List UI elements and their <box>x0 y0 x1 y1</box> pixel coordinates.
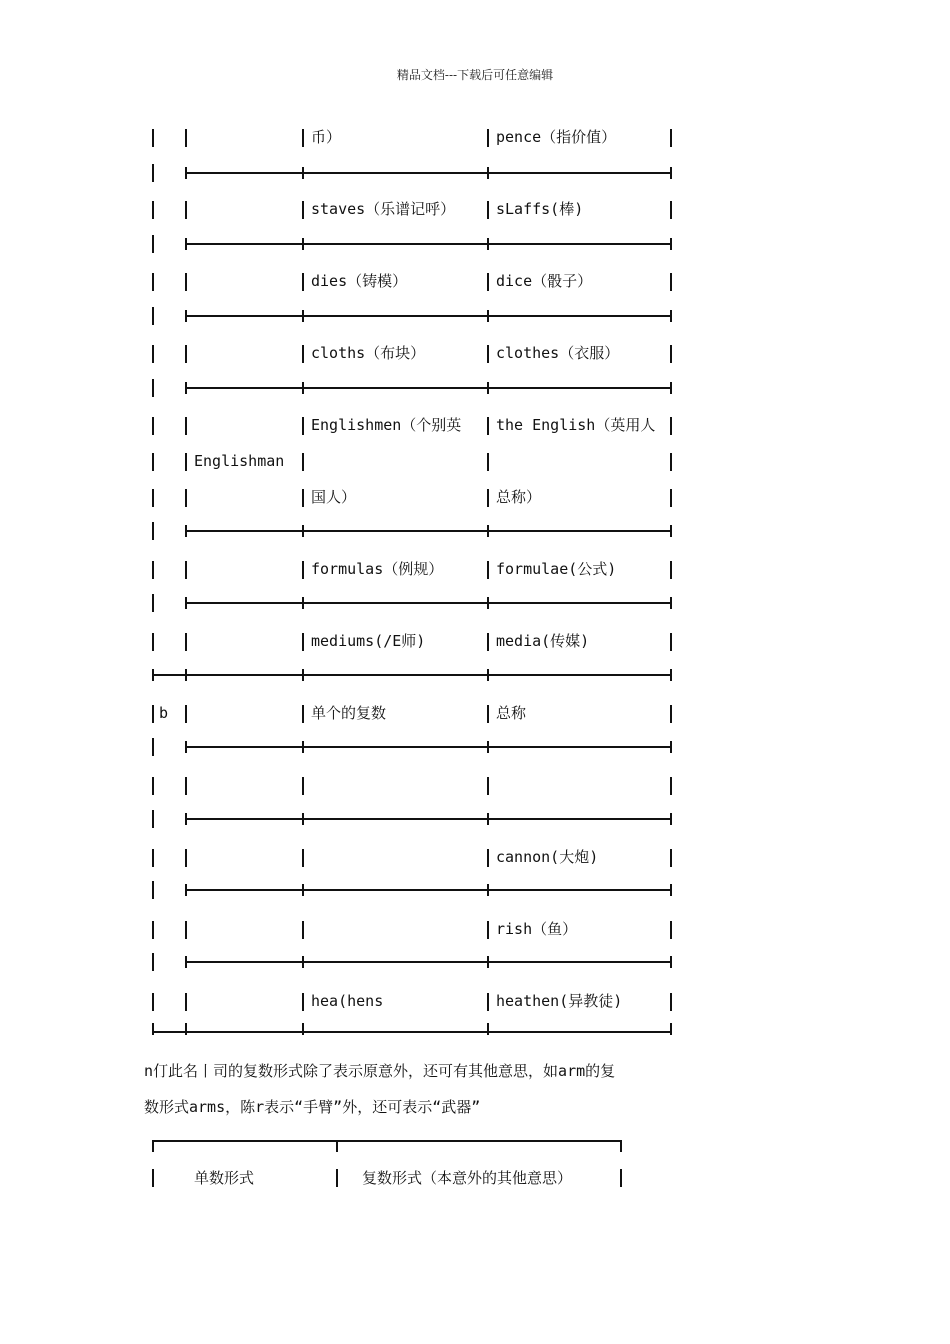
table-junction <box>487 741 489 753</box>
table-cell-border <box>670 777 672 795</box>
table-cell-border <box>185 921 187 939</box>
table-junction <box>302 1023 304 1035</box>
table-row-border <box>185 889 672 891</box>
table-cell-border <box>185 345 187 363</box>
table-junction <box>302 813 304 825</box>
table-cell-border <box>152 453 154 471</box>
table2-corner <box>336 1140 338 1152</box>
table-junction <box>185 167 187 179</box>
table-junction <box>152 669 154 681</box>
table-cell-border <box>152 379 154 397</box>
table-cell: rish（鱼） <box>496 920 578 938</box>
table-junction <box>487 238 489 250</box>
table-cell-border <box>670 453 672 471</box>
table-cell: cannon(大炮) <box>496 848 599 866</box>
table-cell-border <box>670 417 672 435</box>
table-cell-border <box>185 453 187 471</box>
table-cell-border <box>185 705 187 723</box>
table-junction <box>670 1023 672 1035</box>
table-junction <box>152 1023 154 1035</box>
table-cell-border <box>302 849 304 867</box>
table-junction <box>487 1023 489 1035</box>
table-junction <box>670 956 672 968</box>
table-cell-border <box>152 705 154 723</box>
table-cell-border <box>670 849 672 867</box>
table-cell: dies（铸模） <box>311 272 408 290</box>
table-bottom-border <box>152 1031 672 1033</box>
table-cell: Englishman <box>194 452 285 470</box>
table-junction <box>670 884 672 896</box>
table-junction <box>487 813 489 825</box>
table-row-border <box>185 387 672 389</box>
table-junction <box>487 167 489 179</box>
table-junction <box>185 741 187 753</box>
table-row-border <box>185 602 672 604</box>
table-junction <box>185 597 187 609</box>
table-cell-border <box>670 993 672 1011</box>
table2-header-singular: 单数形式 <box>194 1169 255 1187</box>
table-row-border <box>152 674 672 676</box>
table-row-border <box>185 961 672 963</box>
table2-header-plural: 复数形式（本意外的其他意思） <box>362 1169 573 1187</box>
table-cell-border <box>670 705 672 723</box>
table-junction <box>302 884 304 896</box>
table-cell: staves（乐谱记呼） <box>311 200 456 218</box>
table-junction <box>302 597 304 609</box>
table-cell-border <box>487 201 489 219</box>
table2-corner <box>152 1140 154 1152</box>
table-cell-border <box>670 921 672 939</box>
table-cell-border <box>487 633 489 651</box>
table-cell: formulas（例规） <box>311 560 444 578</box>
table-cell-border <box>487 345 489 363</box>
table-cell-border <box>487 705 489 723</box>
table-cell: 总称 <box>496 704 527 722</box>
table-cell-border <box>302 453 304 471</box>
table-cell-border <box>302 561 304 579</box>
table-cell-border <box>302 489 304 507</box>
table-junction <box>302 956 304 968</box>
table-cell-border <box>670 273 672 291</box>
table-row-border <box>185 243 672 245</box>
table-cell-border <box>487 561 489 579</box>
table2-top-border <box>152 1140 622 1142</box>
table-row-border <box>185 172 672 174</box>
table-cell-border <box>487 993 489 1011</box>
table-junction <box>185 1023 187 1035</box>
table-cell-border <box>152 777 154 795</box>
paragraph-line-2: 数形式arms，陈r表示“手臂”外，还可表示“武器” <box>144 1098 481 1116</box>
table-cell-border <box>487 849 489 867</box>
table-cell-border <box>487 921 489 939</box>
table-cell-border <box>302 705 304 723</box>
table-cell: mediums(/E师) <box>311 632 426 650</box>
table-cell-border <box>302 777 304 795</box>
table-junction <box>487 956 489 968</box>
table-cell: the English（英用人 <box>496 416 656 434</box>
table-cell: b <box>159 704 169 722</box>
table-cell-border <box>302 417 304 435</box>
table-cell-border <box>670 201 672 219</box>
table-junction <box>670 525 672 537</box>
page-header: 精品文档---下载后可任意编辑 <box>396 68 554 82</box>
table-cell-border <box>185 633 187 651</box>
paragraph-line-1: n仃此名丨司的复数形式除了表示原意外，还可有其他意思，如arm的复 <box>144 1062 616 1080</box>
table-cell-border <box>487 129 489 147</box>
table-junction <box>302 310 304 322</box>
table-junction <box>487 310 489 322</box>
table-cell-border <box>302 345 304 363</box>
table-cell-border <box>185 849 187 867</box>
table-junction <box>487 597 489 609</box>
table-cell-border <box>302 201 304 219</box>
table-cell-border <box>152 129 154 147</box>
table-junction <box>670 813 672 825</box>
table-cell-border <box>152 345 154 363</box>
table-cell: cloths（布块） <box>311 344 426 362</box>
table-cell-border <box>185 561 187 579</box>
table-cell-border <box>302 633 304 651</box>
table-cell: clothes（衣服） <box>496 344 620 362</box>
table-cell-border <box>670 129 672 147</box>
table-junction <box>302 525 304 537</box>
table-cell-border <box>152 953 154 971</box>
table-cell: formulae(公式) <box>496 560 617 578</box>
table-cell-border <box>302 273 304 291</box>
table-cell: dice（骰子） <box>496 272 593 290</box>
table-cell-border <box>185 201 187 219</box>
table2-border <box>336 1169 338 1187</box>
table-cell: hea(hens <box>311 992 384 1010</box>
table-cell-border <box>185 417 187 435</box>
table-cell-border <box>152 633 154 651</box>
table-cell-border <box>152 201 154 219</box>
table-cell-border <box>185 777 187 795</box>
table-junction <box>185 669 187 681</box>
table-cell-border <box>670 561 672 579</box>
table-cell: 国人） <box>311 488 357 506</box>
table-cell-border <box>670 345 672 363</box>
table-cell-border <box>152 307 154 325</box>
table-cell-border <box>185 489 187 507</box>
table-junction <box>185 525 187 537</box>
table-junction <box>670 382 672 394</box>
table-junction <box>670 669 672 681</box>
table-cell-border <box>152 235 154 253</box>
table2-corner <box>620 1140 622 1152</box>
table-cell-border <box>152 921 154 939</box>
table-cell-border <box>152 594 154 612</box>
table-cell-border <box>487 777 489 795</box>
table-cell-border <box>152 489 154 507</box>
table-cell: pence（指价值） <box>496 128 617 146</box>
table-junction <box>670 741 672 753</box>
table-cell-border <box>152 993 154 1011</box>
table-cell-border <box>185 993 187 1011</box>
table-cell-border <box>670 489 672 507</box>
table-cell-border <box>302 993 304 1011</box>
table-cell: Englishmen（个别英 <box>311 416 462 434</box>
table-junction <box>670 310 672 322</box>
table-cell-border <box>487 273 489 291</box>
table-junction <box>487 525 489 537</box>
table-row-border <box>185 530 672 532</box>
table-row-border <box>185 746 672 748</box>
table2-border <box>620 1169 622 1187</box>
table-junction <box>302 382 304 394</box>
table-junction <box>302 167 304 179</box>
table-cell-border <box>152 522 154 540</box>
table-cell-border <box>487 453 489 471</box>
table-cell: 总称） <box>496 488 542 506</box>
table-cell-border <box>152 417 154 435</box>
table-junction <box>185 382 187 394</box>
table-cell-border <box>152 849 154 867</box>
table-cell-border <box>670 633 672 651</box>
table-cell: sLaffs(棒) <box>496 200 584 218</box>
table2-border <box>152 1169 154 1187</box>
table-junction <box>670 238 672 250</box>
table-row-border <box>185 818 672 820</box>
table-junction <box>185 310 187 322</box>
table-cell-border <box>185 273 187 291</box>
table-junction <box>185 813 187 825</box>
table-cell-border <box>487 417 489 435</box>
table-cell-border <box>152 738 154 756</box>
table-cell: heathen(异教徒) <box>496 992 623 1010</box>
table-junction <box>302 238 304 250</box>
table-cell: 币） <box>311 128 342 146</box>
table-cell-border <box>302 921 304 939</box>
table-junction <box>185 884 187 896</box>
table-cell: 单个的复数 <box>311 704 387 722</box>
table-junction <box>487 669 489 681</box>
table-junction <box>487 884 489 896</box>
table-cell-border <box>152 881 154 899</box>
table-cell-border <box>185 129 187 147</box>
table-cell-border <box>152 561 154 579</box>
table-junction <box>487 382 489 394</box>
table-row-border <box>185 315 672 317</box>
table-cell-border <box>487 489 489 507</box>
table-cell-border <box>152 273 154 291</box>
table-junction <box>185 956 187 968</box>
table-cell-border <box>152 164 154 182</box>
table-cell-border <box>152 810 154 828</box>
table-junction <box>302 669 304 681</box>
table-junction <box>670 167 672 179</box>
table-cell: media(传媒) <box>496 632 590 650</box>
table-cell-border <box>302 129 304 147</box>
table-junction <box>302 741 304 753</box>
table-junction <box>185 238 187 250</box>
table-junction <box>670 597 672 609</box>
